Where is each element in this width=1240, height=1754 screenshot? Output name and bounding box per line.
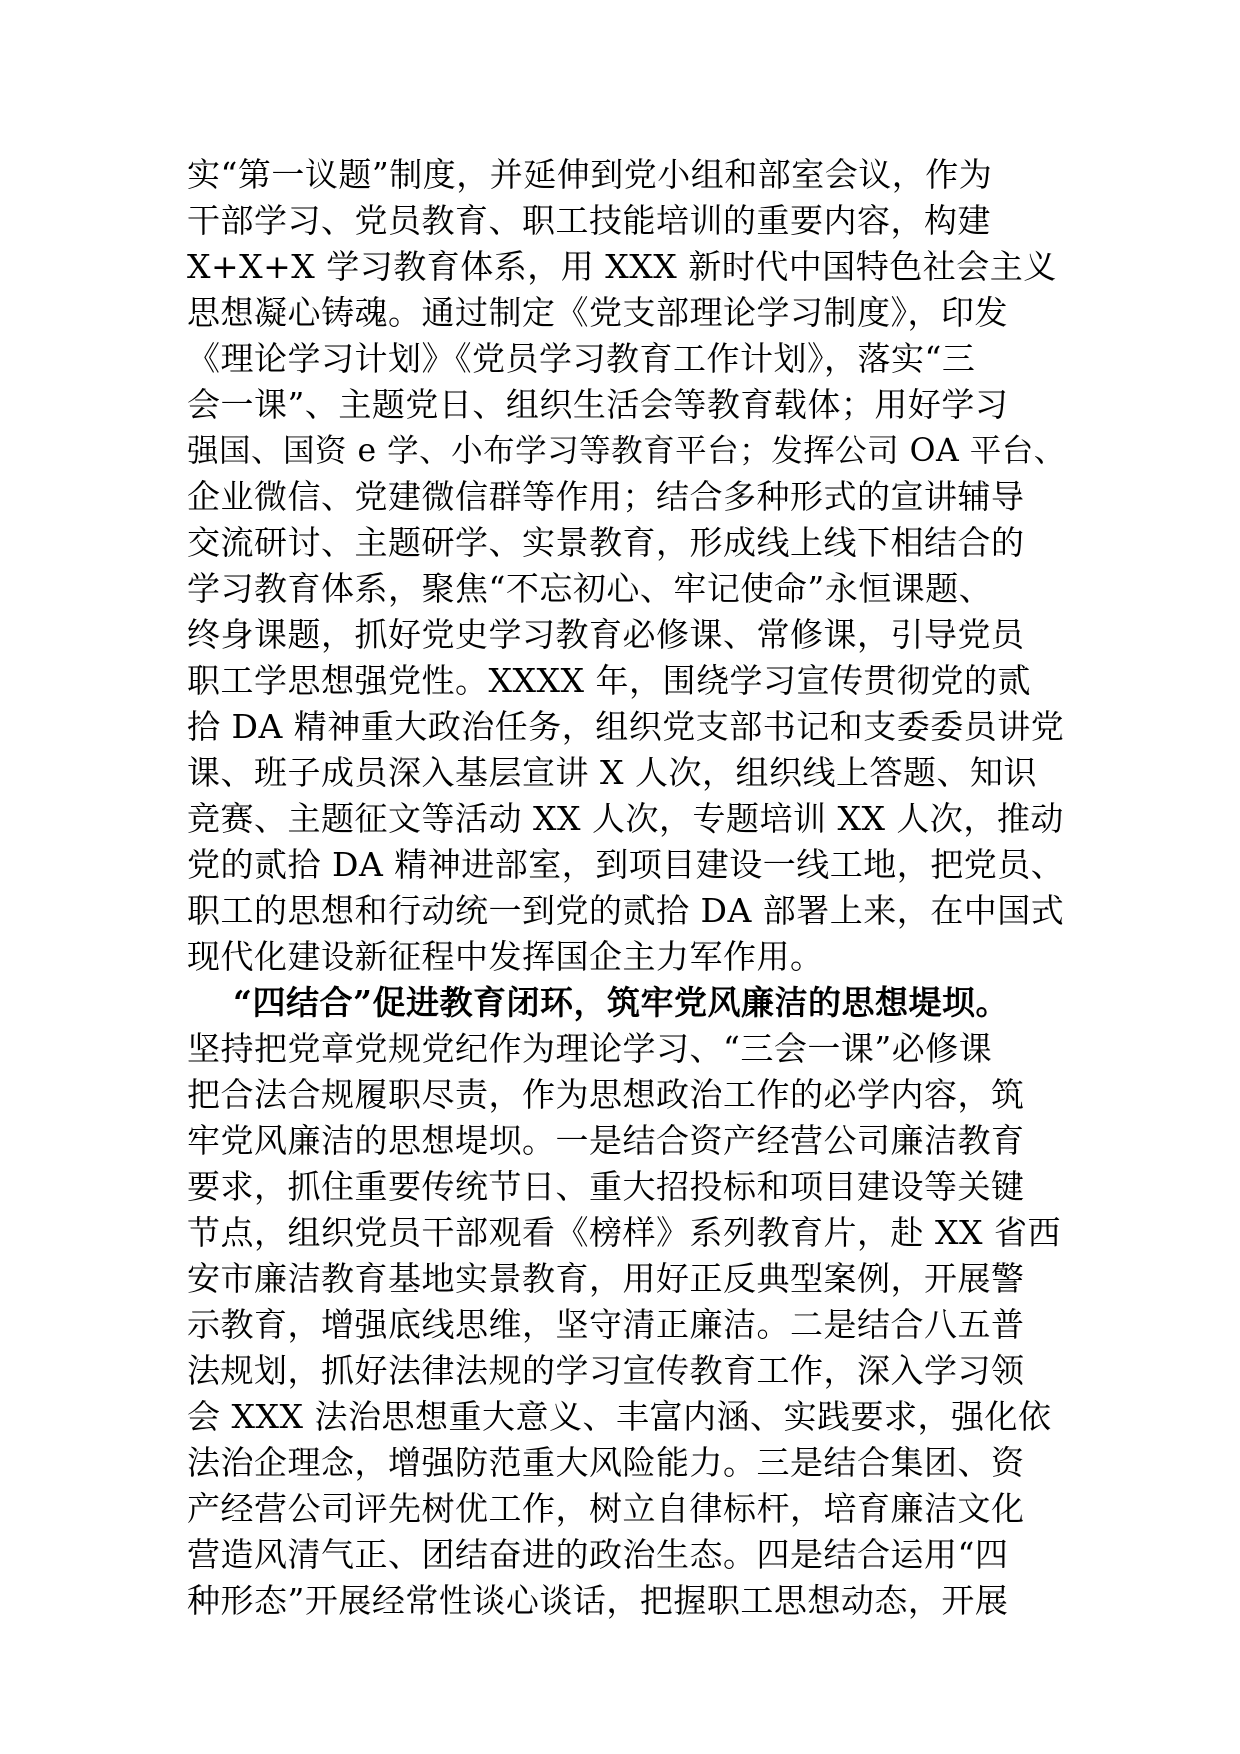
paragraph-line: 安市廉洁教育基地实景教育，用好正反典型案例，开展警 (187, 1259, 1025, 1298)
paragraph-line: 强国、国资 e 学、小布学习等教育平台；发挥公司 OA 平台、 (187, 433, 1066, 469)
paragraph-line: 会一课”、主题党日、组织生活会等教育载体；用好学习 (187, 385, 1009, 424)
paragraph-line: X+X+X 学习教育体系，用 XXX 新时代中国特色社会主义 (187, 247, 1057, 286)
paragraph-line: 《理论学习计划》《党员学习教育工作计划》，落实“三 (187, 339, 976, 378)
paragraph-line: 节点，组织党员干部观看《榜样》系列教育片，赴 XX 省西 (187, 1213, 1061, 1252)
paragraph-line: 法规划，抓好法律法规的学习宣传教育工作，深入学习领 (187, 1351, 1025, 1390)
paragraph-line: 终身课题，抓好党史学习教育必修课、常修课，引导党员 (187, 615, 1025, 654)
paragraph-line: 会 XXX 法治思想重大意义、丰富内涵、实践要求，强化依 (187, 1397, 1052, 1436)
paragraph-line: 种形态”开展经常性谈心谈话，把握职工思想动态，开展 (187, 1581, 1009, 1620)
paragraph-line: 思想凝心铸魂。通过制定《党支部理论学习制度》，印发 (187, 293, 1008, 332)
paragraph-line: 营造风清气正、团结奋进的政治生态。四是结合运用“四 (187, 1535, 1009, 1574)
paragraph-line: 坚持把党章党规党纪作为理论学习、“三会一课”必修课 (187, 1029, 993, 1068)
paragraph-line: 课、班子成员深入基层宣讲 X 人次，组织线上答题、知识 (187, 753, 1037, 792)
section-heading: “四结合”促进教育闭环，筑牢党风廉洁的思想堤坝。 (233, 983, 1009, 1022)
paragraph-line: 示教育，增强底线思维，坚守清正廉洁。二是结合八五普 (187, 1305, 1025, 1344)
paragraph-line: 企业微信、党建微信群等作用；结合多种形式的宣讲辅导 (187, 477, 1025, 516)
paragraph-line: 学习教育体系，聚焦“不忘初心、牢记使命”永恒课题、 (187, 569, 993, 608)
paragraph-line: 拾 DA 精神重大政治任务，组织党支部书记和支委委员讲党 (187, 707, 1065, 746)
document-body (187, 152, 1067, 1624)
paragraph-line: 要求，抓住重要传统节日、重大招投标和项目建设等关键 (187, 1167, 1025, 1206)
paragraph-line: 竞赛、主题征文等活动 XX 人次，专题培训 XX 人次，推动 (187, 799, 1064, 838)
paragraph-line: 党的贰拾 DA 精神进部室，到项目建设一线工地，把党员、 (187, 845, 1065, 884)
paragraph-line: 实“第一议题”制度，并延伸到党小组和部室会议，作为 (187, 155, 993, 194)
paragraph-line: 把合法合规履职尽责，作为思想政治工作的必学内容，筑 (187, 1075, 1025, 1114)
paragraph-line: 干部学习、党员教育、职工技能培训的重要内容，构建 (187, 201, 991, 240)
paragraph-line: 法治企理念，增强防范重大风险能力。三是结合集团、资 (187, 1443, 1025, 1482)
paragraph-line: 交流研讨、主题研学、实景教育，形成线上线下相结合的 (187, 523, 1025, 562)
paragraph-line: 职工的思想和行动统一到党的贰拾 DA 部署上来，在中国式 (187, 891, 1065, 930)
paragraph-line: 现代化建设新征程中发挥国企主力军作用。 (187, 937, 824, 976)
paragraph-line: 牢党风廉洁的思想堤坝。一是结合资产经营公司廉洁教育 (187, 1121, 1025, 1160)
paragraph-line: 职工学思想强党性。XXXX 年，围绕学习宣传贯彻党的贰 (187, 661, 1031, 700)
paragraph-line: 产经营公司评先树优工作，树立自律标杆，培育廉洁文化 (187, 1489, 1025, 1528)
